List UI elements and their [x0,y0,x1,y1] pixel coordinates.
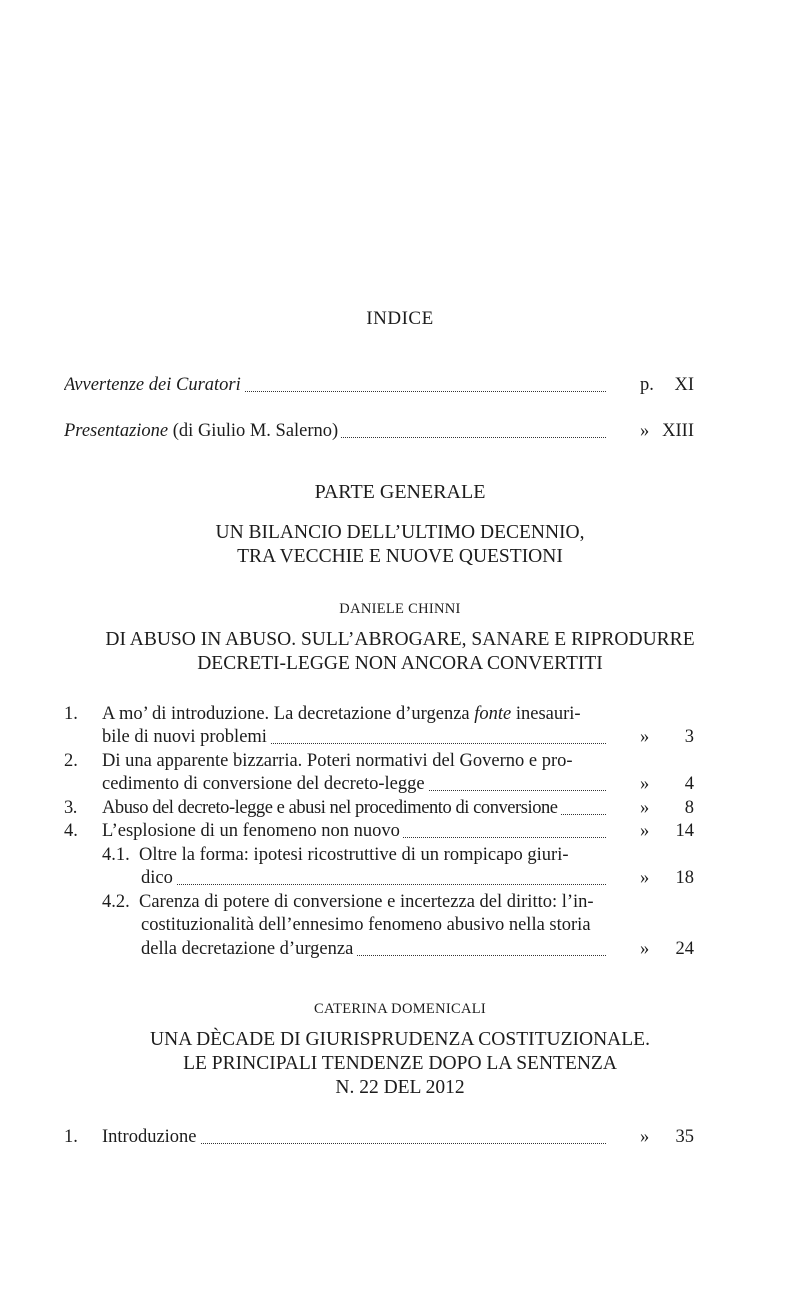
part-subtitle-line2: TRA VECCHIE E NUOVE QUESTIONI [237,546,563,567]
index-heading: INDICE [366,308,434,329]
entry-label: Abuso del decreto-legge e abusi nel procedimento di conversione [102,795,606,821]
toc-entry-4 [64,818,694,844]
toc-entry-4-1-cont [64,865,694,891]
entry-label: Oltre la forma: ipotesi ricostruttive di un rompicapo giuri- [139,842,694,868]
entry-number: 1. [64,1127,78,1147]
essay1-title-line2: DECRETI-LEGGE NON ANCORA CONVERTITI [197,653,603,674]
toc-entry-2-cont [64,771,694,797]
page-number: 24 [675,939,694,959]
entry-label: della decretazione d’urgenza [141,936,606,962]
page-number: XIII [662,421,694,441]
entry-label: costituzionalità dell’ennesimo fenomeno abusivo nella storia [141,912,694,938]
ditto-mark: » [640,1127,650,1147]
ditto-mark: » [640,939,650,959]
essay1-author: DANIELE CHINNI [339,601,461,617]
part-subtitle-line1: UN BILANCIO DELL’ULTIMO DECENNIO, [215,522,585,543]
entry-label: Di una apparente bizzarria. Poteri normativi del Governo e pro- [102,748,694,774]
ditto-mark: » [640,727,650,747]
page-number: 18 [675,868,694,888]
toc-entry-4-2-cont1 [64,912,694,938]
essay1-title-line1: DI ABUSO IN ABUSO. SULL’ABROGARE, SANARE E RIPRODURRE [105,629,695,650]
essay2-title-line2: LE PRINCIPALI TENDENZE DOPO LA SENTENZA [183,1053,617,1074]
page-number: 3 [684,727,694,747]
entry-number: 4. [64,821,78,841]
entry-number: 1. [64,704,78,724]
ditto-mark: » [640,868,650,888]
entry-label: L’esplosione di un fenomeno non nuovo [102,818,606,844]
page-number: 35 [675,1127,694,1147]
entry-label: cedimento di conversione del decreto-legge [102,771,606,797]
page-number: 8 [684,798,694,818]
toc-entry-avvertenze [64,372,694,398]
entry-number: 4.1. [102,845,130,865]
toc-entry-label: Presentazione (di Giulio M. Salerno) [64,418,606,444]
ditto-mark: » [640,798,650,818]
ditto-mark: » [640,774,650,794]
page-prefix: p. [640,375,654,395]
page-number: XI [674,375,694,395]
toc-entry-label: Avvertenze dei Curatori [64,372,606,398]
entry-number: 4.2. [102,892,130,912]
toc-entry-presentazione [64,418,694,444]
entry-label: A mo’ di introduzione. La decretazione d’urgenza fonte inesauri- [102,701,694,727]
essay2-title-line1: UNA DÈCADE DI GIURISPRUDENZA COSTITUZIONALE. [150,1029,650,1050]
toc-entry-1-cont [64,724,694,750]
part-title: PARTE GENERALE [314,481,486,503]
essay2-author: CATERINA DOMENICALI [313,1001,487,1017]
toc-entry-4-2-cont2 [64,936,694,962]
essay2-title-line3: N. 22 DEL 2012 [335,1077,465,1098]
ditto-mark: » [640,821,650,841]
entry-number: 2. [64,751,78,771]
entry-label: dico [141,865,606,891]
page-prefix: » [640,421,650,441]
entry-label: bile di nuovi problemi [102,724,606,750]
entry-label: Carenza di potere di conversione e incertezza del diritto: l’in- [139,889,694,915]
page-number: 4 [684,774,694,794]
entry-label: Introduzione [102,1124,606,1150]
entry-number: 3. [64,798,77,818]
page-number: 14 [675,821,694,841]
toc-entry-essay2-1 [64,1124,694,1150]
